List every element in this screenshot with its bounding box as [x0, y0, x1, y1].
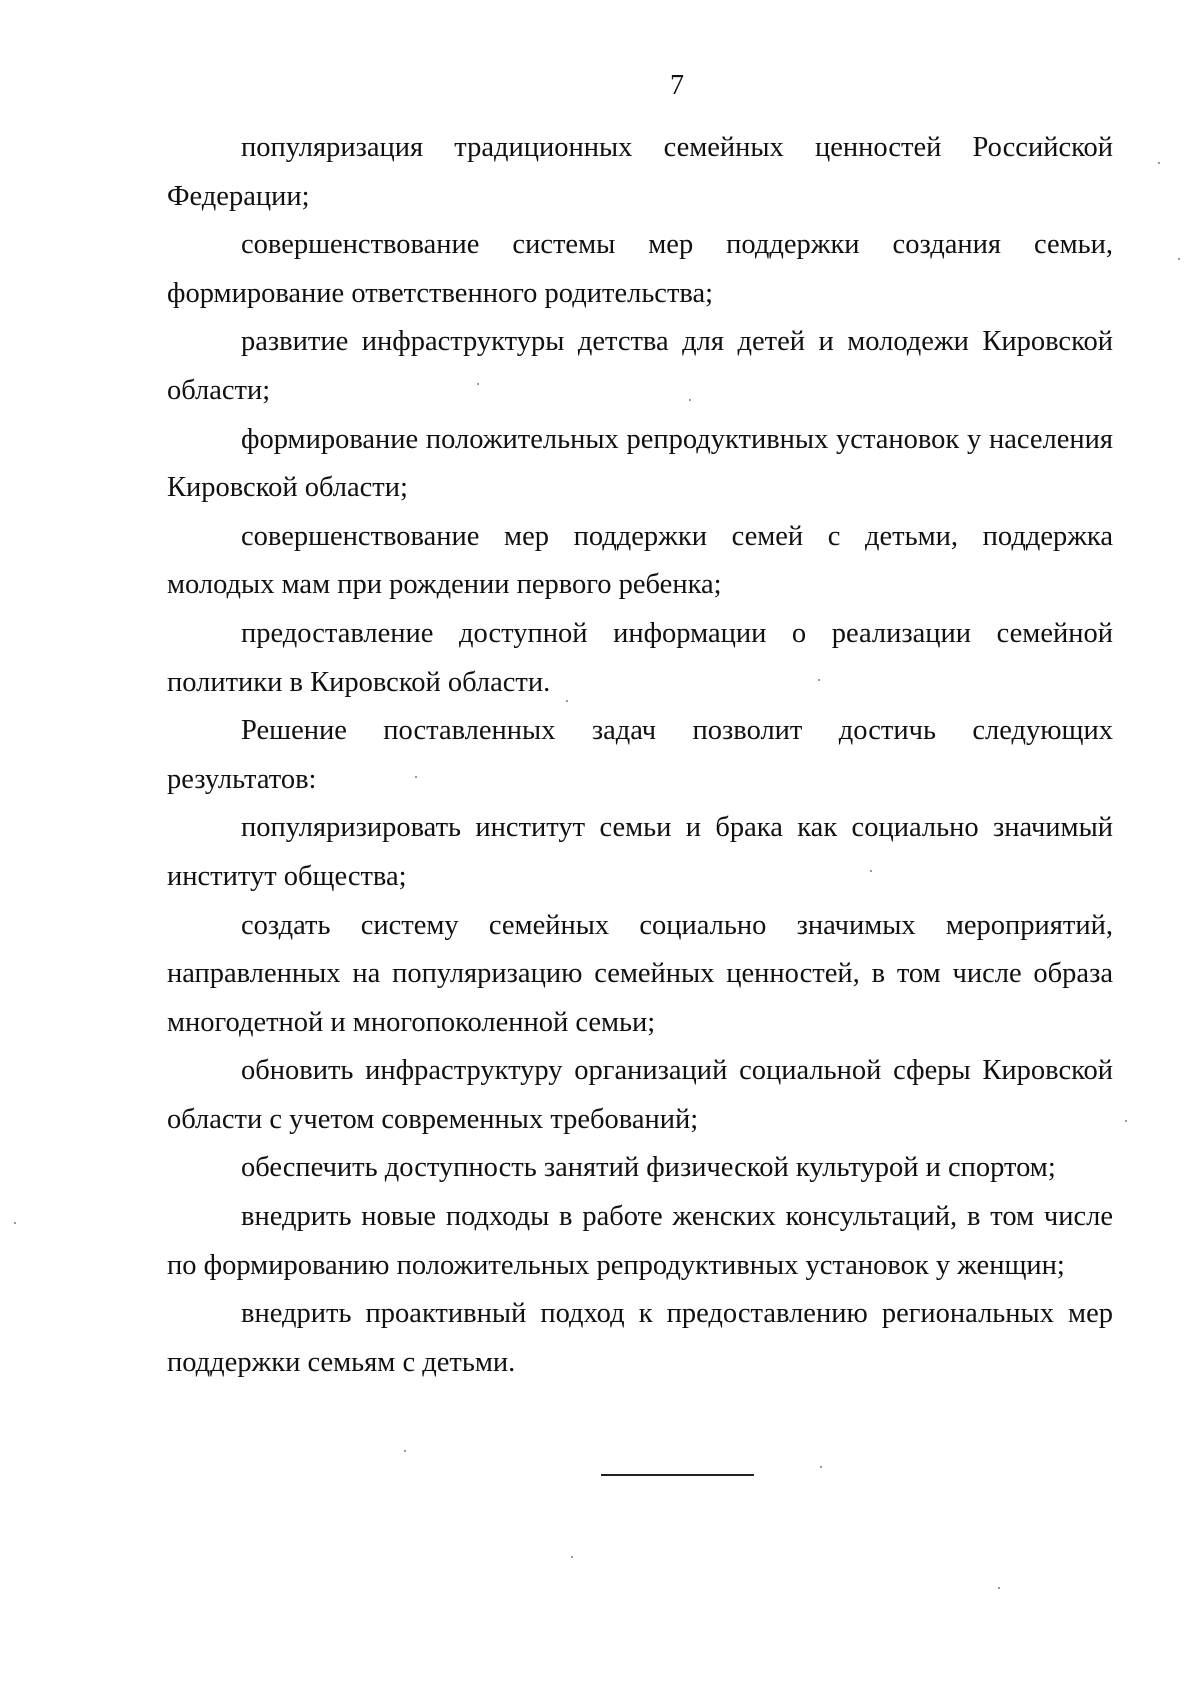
scan-speck — [870, 870, 872, 872]
paragraph: совершенствование мер поддержки семей с детьми, поддержка молодых мам при рождении первого ребенка; — [167, 520, 1113, 601]
scan-speck — [14, 1222, 16, 1224]
paragraph: обеспечить доступность занятий физической культурой и спортом; — [241, 1152, 1056, 1184]
paragraph: обновить инфраструктуру организаций социальной сферы Кировской области с учетом современных требований; — [167, 1055, 1113, 1135]
closing-rule — [601, 1474, 754, 1476]
scan-speck — [1158, 162, 1160, 164]
page-number: 7 — [670, 70, 684, 101]
scan-speck — [566, 700, 568, 702]
scan-speck — [998, 1587, 1000, 1589]
paragraph: предоставление доступной информации о реализации семейной политики в Кировской области. — [167, 617, 1113, 698]
paragraph: совершенствование системы мер поддержки создания семьи, формирование ответственного родительства; — [167, 229, 1113, 309]
scan-speck — [415, 776, 417, 778]
paragraph: популяризировать институт семьи и брака как социально значимый институт общества; — [167, 812, 1113, 892]
paragraph: формирование положительных репродуктивных установок у населения Кировской области; — [167, 423, 1113, 504]
scan-speck — [689, 399, 691, 401]
scan-speck — [571, 1556, 573, 1558]
scan-speck — [1125, 1120, 1127, 1122]
scan-speck — [818, 679, 820, 681]
paragraph: популяризация традиционных семейных ценностей Российской Федерации; — [167, 132, 1113, 212]
scan-speck — [1178, 258, 1180, 260]
paragraph: развитие инфраструктуры детства для детей и молодежи Кировской области; — [167, 326, 1113, 406]
paragraph: внедрить новые подходы в работе женских консультаций, в том числе по формированию положительных репродуктивных установок у женщин; — [167, 1201, 1113, 1281]
paragraph: создать систему семейных социально значимых мероприятий, направленных на популяризацию семейных ценностей, в том числе образа многодетной и многопоколенной семьи; — [167, 909, 1113, 1038]
scan-speck — [820, 1466, 822, 1468]
scan-speck — [404, 1450, 406, 1452]
paragraph: Решение поставленных задач позволит достичь следующих результатов: — [167, 715, 1113, 795]
scan-speck — [477, 383, 479, 385]
document-body — [167, 124, 1113, 1387]
paragraph: внедрить проактивный подход к предоставлению региональных мер поддержки семьям с детьми. — [167, 1298, 1113, 1378]
